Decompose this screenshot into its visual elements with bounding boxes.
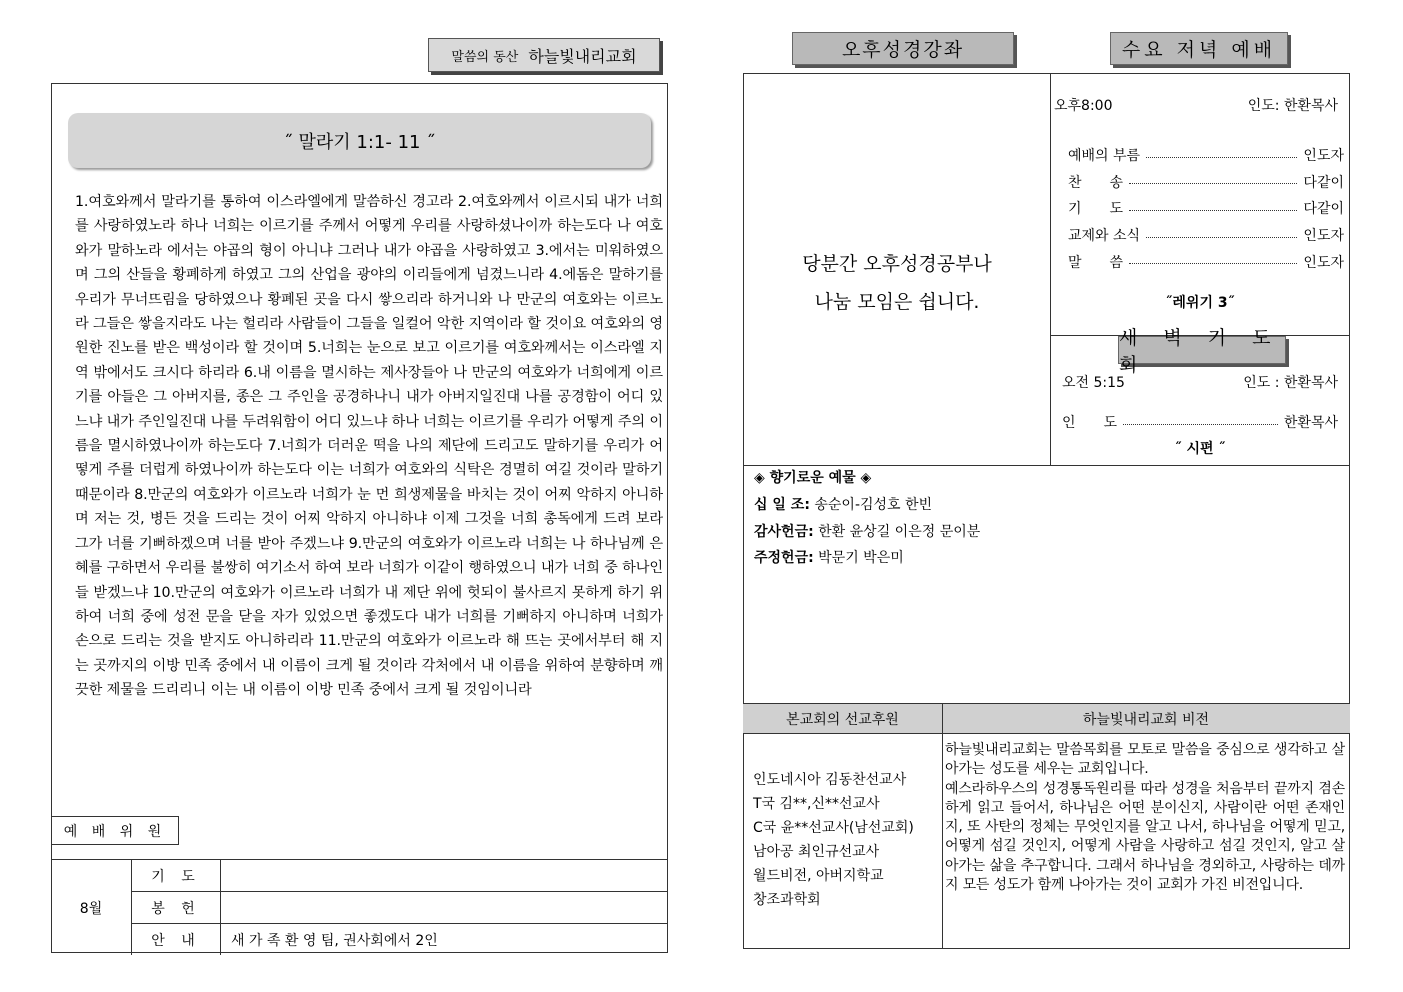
committee-role: 기 도 [132, 860, 221, 892]
wednesday-service-title: 수요 저녁 예배 [1110, 32, 1288, 65]
committee-value [221, 860, 669, 892]
service-leader: 인도: 한환목사 [1247, 98, 1338, 114]
mission-header: 본교회의 선교후원 [743, 704, 943, 733]
list-item: 창조과학회 [753, 892, 821, 908]
vision-header: 하늘빛내리교회 비전 [1082, 711, 1210, 728]
leader-dots [1146, 237, 1297, 238]
offering-names: 송순이-김성호 한빈 [814, 497, 933, 513]
dawn-leader: 인도 : 한환목사 [1243, 375, 1338, 391]
order-lead: 다같이 [1303, 174, 1344, 191]
church-motto: 말씀의 동산 [451, 49, 519, 65]
order-item: 예배의 부름 [1068, 148, 1141, 165]
scripture-reference-text: ˝ 말라기 1:1- 11 ˝ [283, 131, 436, 153]
list-item: 인도네시아 김동찬선교사 [753, 772, 907, 788]
order-lead: 다같이 [1303, 201, 1344, 218]
service-time: 오후8:00 [1054, 98, 1113, 114]
afternoon-notice [744, 245, 1050, 321]
dawn-leader-row [1062, 412, 1338, 432]
list-item: 남아공 최인규선교사 [753, 844, 880, 860]
vision-text [945, 741, 1345, 895]
dawn-prayer-header [1062, 372, 1338, 392]
divider [942, 734, 943, 949]
wednesday-service-header [1054, 95, 1338, 115]
worship-order-row [1068, 142, 1344, 169]
leader-dots [1129, 210, 1297, 211]
list-item: 월드비전, 아버지학교 [753, 868, 884, 884]
missionary-list [753, 768, 941, 912]
vision-paragraph: 예스라하우스의 성경통독원리를 따라 성경을 처음부터 끝까지 겸손하게 읽고 들어서, 하나님은 어떤 분이신지, 사람이란 어떤 존재인지, 또 사탄의 정체는 무엇인지를 알고 나서, 하나님을 어떻게 믿고, 어떻게 섬길 것인지, 어떻게 사람을 사랑하고 섬길 것인지, 알고 살아가는 삶을 추구합니다. 그래서 하나님을 경외하고, 사랑하는 데까지 모든 성도가 함께 나아가는 것이 교회가 가진 비전입니다. [945, 780, 1345, 894]
leader-dots [1129, 263, 1297, 264]
order-item: 찬 송 [1068, 174, 1124, 191]
afternoon-notice-line: 당분간 오후성경공부나 [802, 253, 992, 275]
worship-order-row [1068, 169, 1344, 196]
list-item: C국 윤**선교사(남선교회) [753, 820, 914, 836]
scripture-text-block [75, 190, 663, 790]
scripture-text: 1.여호와께서 말라기를 통하여 이스라엘에게 말씀하신 경고라 2.여호와께서 이르시되 내가 너희를 사랑하였노라 하나 너희는 이르기를 주께서 어떻게 우리를 사랑하셨나이까 하는도다 나 여호와가 말하노라 에서는 야곱의 형이 아니냐 그러나 내가 야곱을 사랑하였고 3.에서는 미워하였으며 그의 산들을 황폐하게 하였고 그의 산업을 광야의 이리들에게 넘겼느니라 4.에돔은 말하기를 우리가 무너뜨림을 당하였으나 황폐된 곳을 다시 쌓으리라 하거니와 나 만군의 여호와는 이르노라 그들은 쌓을지라도 나는 헐리라 사람들이 그들을 일컬어 악한 지역이라 할 것이요 여호와의 영원한 진노를 받은 백성이라 할 것이며 5.너희는 눈으로 보고 이르기를 여호와께서는 이스라엘 지역 밖에서도 크시다 하리라 6.내 이름을 멸시하는 제사장들아 나 만군의 여호와가 너희에게 이르기를 아들은 그 아버지를, 종은 그 주인을 공경하나니 내가 아버지일진대 나를 공경함이 어디 있느냐 내가 주인일진대 나를 두려워함이 어디 있느냐 하나 너희는 이르기를 우리가 어떻게 주의 이름을 멸시하였나이까 하는도다 7.너희가 더러운 떡을 나의 제단에 드리고도 말하기를 우리가 어떻게 주를 더럽게 하였나이까 하는도다 이는 너희가 여호와의 식탁은 경멸히 여길 것이라 말하기 때문이라 8.만군의 여호와가 이르노라 너희가 눈 먼 희생제물을 바치는 것이 어찌 악하지 아니하며 저는 것, 병든 것을 드리는 것이 어찌 악하지 아니하냐 이제 그것을 너희 총독에게 드려 보라 그가 너를 기뻐하겠으며 너를 받아 주겠느냐 9.만군의 여호와가 이르노라 너희는 나 하나님께 은혜를 구하면서 우리를 불쌍히 여기소서 하여 보라 너희가 이같이 행하였으니 내가 너희 중 하나인들 받겠느냐 10.만군의 여호와가 이르노라 너희가 내 제단 위에 헛되이 불사르지 못하게 하기 위하여 너희 중에 성전 문을 닫을 자가 있었으면 좋겠도다 내가 너희를 기뻐하지 아니하며 너희가 손으로 드리는 것을 받지도 아니하리라 11.만군의 여호와가 이르노라 해 뜨는 곳에서부터 해 지는 곳까지의 이방 민족 중에서 내 이름이 크게 될 것이라 각처에서 내 이름을 위하여 분향하며 깨끗한 제물을 드리리니 이는 내 이름이 이방 민족 중에서 크게 될 것임이니라 [75, 194, 663, 699]
worship-order [1068, 142, 1344, 275]
offering-label: 십 일 조: [754, 497, 810, 513]
offering-row [754, 492, 1334, 519]
afternoon-study-title: 오후성경강좌 [792, 32, 1014, 65]
mission-vision-header [743, 703, 1350, 734]
committee-value [221, 892, 669, 924]
order-lead: 인도자 [1303, 254, 1344, 271]
worship-committee-table [51, 859, 668, 955]
wednesday-sermon-title: ˝레위기 3˝ [1165, 295, 1235, 311]
offering-title: ◈ 향기로운 예물 ◈ [754, 470, 872, 486]
church-name: 하늘빛내리교회 [528, 46, 637, 66]
worship-order-row [1068, 222, 1344, 249]
order-lead: 인도자 [1303, 148, 1344, 165]
church-name-tag [428, 38, 660, 72]
offering-names: 박문기 박은미 [818, 550, 904, 566]
order-item: 기 도 [1068, 201, 1124, 218]
divider [743, 465, 1350, 466]
committee-role: 봉 헌 [132, 892, 221, 924]
committee-month: 8월 [51, 860, 132, 956]
offering-label: 감사헌금: [754, 523, 814, 540]
committee-value: 새 가 족 환 영 팀, 권사회에서 2인 [221, 924, 669, 956]
dawn-sermon-title: ˝ 시편 ˝ [1174, 441, 1226, 457]
vision-paragraph: 하늘빛내리교회는 말씀목회를 모토로 말씀을 중심으로 생각하고 살아가는 성도를 세우는 교회입니다. [945, 742, 1345, 778]
offering-row [754, 545, 1334, 572]
order-lead: 인도자 [1303, 228, 1344, 245]
divider [1050, 73, 1051, 466]
table-row [51, 892, 668, 924]
leader-dots [1129, 183, 1297, 184]
offering-label: 주정헌금: [754, 550, 814, 566]
offering-row [754, 519, 1334, 546]
dawn-prayer-title: 새 벽 기 도 회 [1118, 336, 1286, 364]
offering-names: 한환 윤상길 이은정 문이분 [818, 523, 981, 540]
list-item: T국 김**,신**선교사 [753, 796, 880, 812]
offering-list [754, 492, 1334, 572]
table-row [51, 924, 668, 956]
dawn-row-label: 인 도 [1062, 415, 1118, 431]
scripture-reference [68, 113, 651, 168]
afternoon-notice-line: 나눔 모임은 쉽니다. [814, 291, 980, 313]
worship-order-row [1068, 195, 1344, 222]
worship-committee-label: 예 배 위 원 [51, 816, 179, 845]
committee-role: 안 내 [132, 924, 221, 956]
leader-dots [1123, 424, 1278, 425]
leader-dots [1146, 157, 1297, 158]
dawn-time: 오전 5:15 [1062, 375, 1125, 391]
table-row [51, 860, 668, 892]
order-item: 말 씀 [1068, 254, 1124, 271]
order-item: 교제와 소식 [1068, 228, 1141, 245]
worship-order-row [1068, 248, 1344, 275]
dawn-row-value: 한환목사 [1283, 415, 1338, 431]
